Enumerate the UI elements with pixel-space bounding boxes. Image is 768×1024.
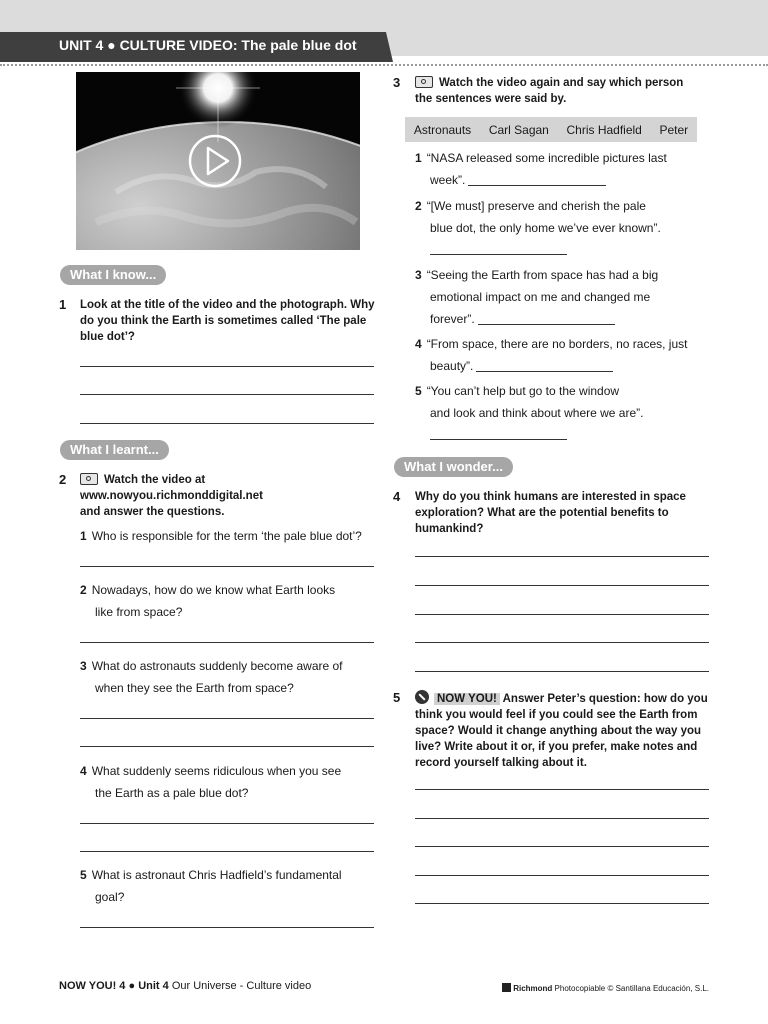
answer-line[interactable] (80, 851, 374, 852)
question-2-item-4: 4 What suddenly seems ridiculous when you see the Earth as a pale blue dot? (80, 764, 342, 800)
answer-line[interactable] (415, 846, 709, 847)
video-camera-icon (80, 473, 98, 485)
answer-line[interactable] (80, 394, 374, 395)
question-2-item-2: 2 Nowadays, how do we know what Earth looks like from space? (80, 583, 336, 619)
now-you-badge: NOW YOU! (434, 693, 500, 705)
answer-line[interactable] (415, 875, 709, 876)
answer-line[interactable] (415, 556, 709, 557)
footer-title: Our Universe - Culture video (171, 980, 312, 992)
question-3-item-1: 1 “NASA released some incredible pictures last week”. (415, 151, 667, 187)
answer-line[interactable] (430, 254, 567, 255)
answer-line[interactable] (80, 423, 374, 424)
instruction-line: and answer the questions. (80, 506, 225, 518)
question-4-text: Why do you think humans are interested in space exploration? What are the potential benefits to humankind? (415, 491, 686, 535)
video-camera-icon (415, 76, 433, 88)
question-number: 3 (393, 75, 401, 90)
answer-line[interactable] (415, 818, 709, 819)
footer-copyright (502, 983, 709, 993)
answer-line[interactable] (415, 671, 709, 672)
play-icon[interactable] (188, 134, 242, 188)
question-3-item-5: 5 “You can’t help but go to the window and look and think about where we are”. (415, 384, 644, 420)
instruction-line: Watch the video at (104, 474, 206, 486)
answer-line[interactable] (415, 789, 709, 790)
footer: NOW YOU! 4 ● Unit 4 Our Universe - Culture video (59, 980, 312, 992)
question-number: 5 (393, 690, 401, 705)
answer-line[interactable] (80, 566, 374, 567)
publisher-name: Richmond (513, 984, 553, 993)
answer-line[interactable] (415, 903, 709, 904)
footer-unit: Unit 4 (138, 980, 169, 992)
answer-line[interactable] (80, 927, 374, 928)
microphone-icon (415, 690, 429, 704)
option-astronauts: Astronauts (413, 122, 472, 137)
speaker-options-box (405, 117, 697, 142)
answer-line[interactable] (468, 185, 606, 186)
answer-line[interactable] (80, 718, 374, 719)
answer-line[interactable] (80, 642, 374, 643)
question-2-item-1: 1 Who is responsible for the term ‘the pale blue dot’? (80, 529, 362, 543)
question-3-item-3: 3 “Seeing the Earth from space has had a big emotional impact on me and changed me forever”. (415, 268, 659, 326)
answer-line[interactable] (415, 585, 709, 586)
answer-line[interactable] (80, 746, 374, 747)
option-carl-sagan: Carl Sagan (488, 122, 549, 137)
section-what-i-know: What I know... (60, 265, 166, 285)
page-title: UNIT 4 ● CULTURE VIDEO: The pale blue dot (59, 37, 357, 53)
answer-line[interactable] (476, 371, 613, 372)
website-link[interactable]: www.nowyou.richmonddigital.net (80, 490, 263, 502)
option-peter: Peter (659, 122, 689, 137)
footer-brand: NOW YOU! 4 (59, 980, 126, 992)
copyright-text: Photocopiable © Santillana Educación, S.L. (554, 984, 709, 993)
section-what-i-wonder: What I wonder... (394, 457, 513, 477)
answer-line[interactable] (80, 823, 374, 824)
answer-line[interactable] (415, 642, 709, 643)
question-1-text: Look at the title of the video and the photograph. Why do you think the Earth is sometimes called ‘The pale blue dot’? (80, 299, 375, 343)
answer-line[interactable] (80, 366, 374, 367)
question-3-item-2: 2 “[We must] preserve and cherish the pale blue dot, the only home we’ve ever known”. (415, 199, 661, 235)
dotted-divider (0, 64, 768, 66)
question-2-text (80, 472, 380, 520)
section-what-i-learnt: What I learnt... (60, 440, 169, 460)
question-2-item-3: 3 What do astronauts suddenly become aware of when they see the Earth from space? (80, 659, 343, 695)
answer-line[interactable] (478, 324, 615, 325)
question-number: 4 (393, 489, 401, 504)
question-number: 1 (59, 297, 67, 312)
question-2-item-5: 5 What is astronaut Chris Hadfield’s fundamental goal? (80, 868, 342, 904)
answer-line[interactable] (430, 439, 567, 440)
question-5-text: NOW YOU! Answer Peter’s question: how do you think you would feel if you could see the Earth from space? Would it change anything about the way you live? Write about it or, if you prefer, make notes and record yourself talking about it. (415, 690, 709, 771)
answer-line[interactable] (415, 614, 709, 615)
question-3-text: Watch the video again and say which person the sentences were said by. (415, 77, 684, 105)
question-number: 2 (59, 472, 67, 487)
option-chris-hadfield: Chris Hadfield (566, 122, 642, 137)
question-3-item-4: 4 “From space, there are no borders, no races, just beauty”. (415, 337, 688, 373)
richmond-logo-icon (502, 983, 511, 992)
